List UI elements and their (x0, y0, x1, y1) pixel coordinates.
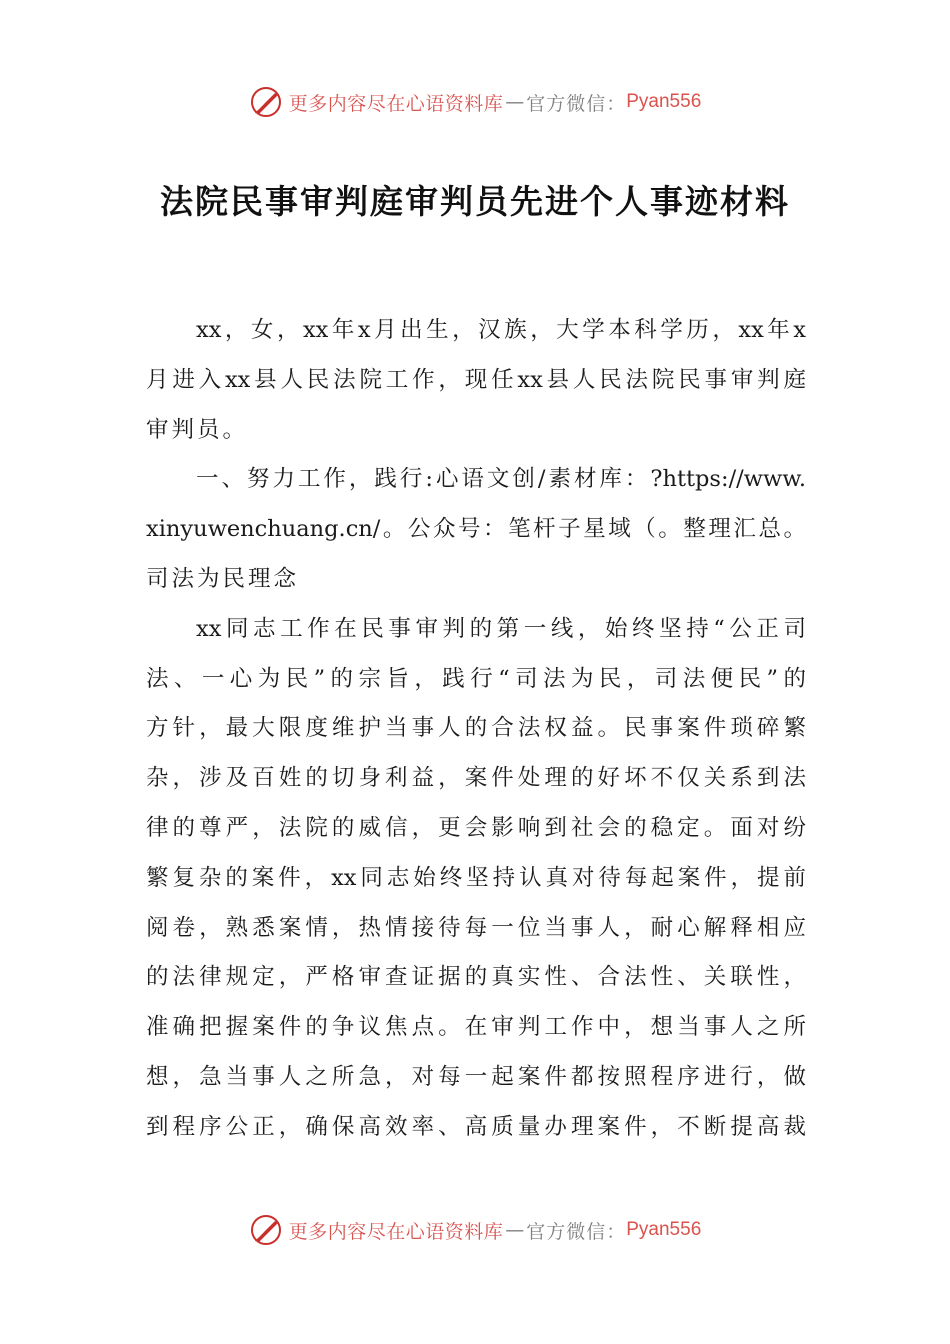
quill-logo-icon (249, 1213, 283, 1247)
body-line: 一、努力工作，践行:心语文创/素材库：?https://www. (196, 466, 806, 493)
body-line: 想，急当事人之所急，对每一起案件都按照程序进行，做 (146, 1063, 806, 1090)
watermark-dash: — (505, 91, 525, 113)
body-line: 到程序公正，确保高效率、高质量办理案件，不断提高裁 (146, 1113, 806, 1140)
footer-watermark (0, 1208, 950, 1252)
watermark-text: 更多内容尽在心语资料库 (288, 92, 504, 115)
watermark-dash: — (505, 1219, 525, 1241)
watermark-contact-handle: Pyan556 (626, 1219, 702, 1240)
watermark-contact-label: 官方微信： (526, 1220, 627, 1243)
body-line: 杂，涉及百姓的切身利益，案件处理的好坏不仅关系到法 (146, 765, 806, 792)
body-line: 审判员。 (146, 416, 249, 443)
body-line: xx，女，xx年x月出生，汉族，大学本科学历，xx年x (196, 317, 806, 343)
body-line: 月进入xx县人民法院工作，现任xx县人民法院民事审判庭 (146, 366, 806, 393)
document-body (146, 306, 806, 1153)
watermark-contact-handle: Pyan556 (626, 91, 702, 112)
body-line: xinyuwenchuang.cn/。公众号：笔杆子星域（。整理汇总。 (146, 516, 806, 543)
body-line: 的法律规定，严格审查证据的真实性、合法性、关联性， (146, 964, 806, 991)
header-watermark (0, 80, 950, 124)
body-line: 繁复杂的案件，xx同志始终坚持认真对待每起案件，提前 (146, 864, 806, 891)
body-line: 司法为民理念 (146, 565, 300, 592)
body-line: xx同志工作在民事审判的第一线，始终坚持“公正司 (196, 615, 806, 642)
document-title: 法院民事审判庭审判员先进个人事迹材料 (160, 182, 790, 221)
watermark-contact-label: 官方微信： (526, 92, 627, 115)
body-line: 法、一心为民”的宗旨，践行“司法为民，司法便民”的 (146, 665, 806, 692)
quill-logo-icon (249, 85, 283, 119)
body-line: 阅卷，熟悉案情，热情接待每一位当事人，耐心解释相应 (146, 914, 806, 941)
body-line: 律的尊严，法院的威信，更会影响到社会的稳定。面对纷 (146, 814, 806, 841)
watermark-text: 更多内容尽在心语资料库 (288, 1220, 504, 1243)
body-line: 方针，最大限度维护当事人的合法权益。民事案件琐碎繁 (146, 715, 806, 742)
body-line: 准确把握案件的争议焦点。在审判工作中，想当事人之所 (146, 1014, 806, 1041)
